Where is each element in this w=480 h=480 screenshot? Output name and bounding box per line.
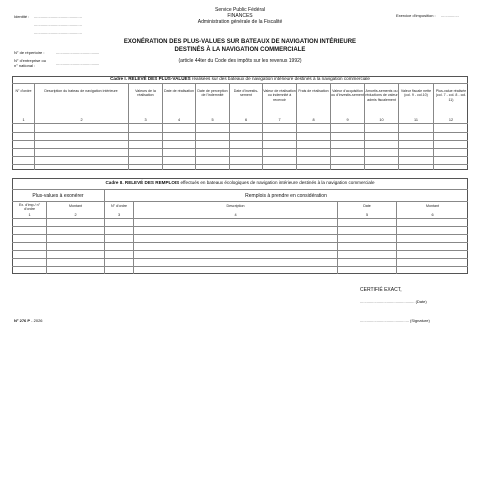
cadre-1-col-number: 10 (379, 118, 384, 122)
cadre-1-col-number: 7 (278, 118, 281, 122)
cadre-2-col-number: 2 (74, 213, 77, 217)
signature-line[interactable]: ............................................ (Signature) (360, 318, 430, 323)
cadre-2-group-line (104, 189, 105, 274)
cadre-1-col-header-6: Date d'investis-sement (233, 89, 259, 98)
cadre-2-col-line (46, 201, 47, 274)
org-line-1: Service Public Fédéral (214, 7, 266, 13)
cadre-2-col-line (337, 201, 338, 274)
cadre-1-col-header-3: Valeurs de la réalisation (135, 89, 156, 98)
cadre-1-col-header-2: Description du bateau de navigation intérieure (44, 89, 118, 93)
form-number-year: - 2026 (30, 318, 43, 323)
cadre-1-header-divider (12, 123, 468, 124)
cadre-2-row-line (12, 242, 468, 243)
cadre-1-col-number: 9 (346, 118, 349, 122)
cadre-1-col-header-11: Valeur fiscale nette (col. 9 - col.10) (400, 89, 432, 98)
cadre-1-col-header-4: Date de réalisation (164, 89, 194, 93)
cadre-2-col-header-1: Ex. d'imp./ n° d'ordre (18, 203, 41, 212)
cadre-2-title (12, 180, 468, 186)
cadre-2-col-header-6: Montant (426, 204, 439, 208)
cadre-2-col-number: 4 (234, 213, 237, 217)
cadre-2-row-line (12, 258, 468, 259)
identity-line-1[interactable]: ........................................... (34, 14, 82, 19)
form-subtitle: (article 44ter du Code des impôts sur les revenus 1992) (178, 58, 302, 64)
cadre-2-row-line (12, 234, 468, 235)
cadre-2-col-line (133, 201, 134, 274)
cadre-1-col-header-5: Date de perception de l'indemnité (197, 89, 228, 98)
enterprise-field[interactable]: ....................................... (56, 61, 100, 66)
cadre-1-col-header-10: Amortis-sements ou réductions de valeur admis fiscalement (365, 89, 398, 102)
cadre-1-row-line (12, 164, 468, 165)
cadre-2-col-number: 3 (117, 213, 121, 217)
cadre-1-title-divider (12, 83, 468, 84)
enterprise-label-1: N° d'entreprise ou (14, 58, 46, 63)
cadre-2-row-line (12, 266, 468, 267)
cadre-1-col-number: 5 (211, 118, 214, 122)
cadre-1-col-header-9: Valeur d'acquisition ou d'investis-sement (331, 89, 364, 98)
cadre-1-col-number: 3 (144, 118, 147, 122)
cadre-2-group-divider (12, 201, 468, 202)
cadre-2-col-header-4: Description (226, 204, 245, 208)
cadre-2-col-number: 1 (28, 213, 31, 217)
cadre-2-row-line (12, 226, 468, 227)
repertoire-label: N° de répertoire : (14, 50, 45, 55)
identity-label: Identité : (14, 14, 30, 19)
cadre-1-title-rest: réalisées sur des bateaux de navigation intérieure destinés à la navigation commerciale (190, 76, 370, 81)
cadre-2-row-line (12, 250, 468, 251)
certified-exact-label: CERTIFIÉ EXACT, (360, 287, 402, 293)
cadre-2-col-header-3: N° d'ordre (110, 204, 128, 208)
cadre-1-row-line (12, 156, 468, 157)
cadre-1-col-header-8: Frais de réalisation (298, 89, 329, 93)
cadre-1-col-number: 6 (244, 118, 248, 122)
cadre-2-right-group-label: Remplois à prendre en considération (245, 193, 327, 199)
cadre-1-col-number: 2 (80, 118, 83, 122)
cadre-1-title-bold: Cadre I. RELEVÉ DES PLUS-VALUES (110, 76, 191, 81)
cadre-2-title-rest: effectués en bateaux écologiques de navigation intérieure destinés à la navigation commerciale (179, 180, 375, 185)
cadre-1-col-number: 8 (312, 118, 315, 122)
form-number (14, 318, 43, 323)
identity-line-2[interactable]: ........................................... (34, 22, 82, 27)
cadre-1-col-header-12: Plus-value réalisée (col. 7 - col. 8 - col. 11) (435, 89, 467, 102)
tax-year-field[interactable]: ................ (441, 13, 459, 18)
form-number-code: N° 276 P (14, 318, 31, 323)
cadre-1-col-number: 12 (448, 118, 454, 122)
cadre-2-col-number: 5 (365, 213, 369, 217)
cadre-1-row-line (12, 140, 468, 141)
identity-line-3[interactable]: ........................................... (34, 30, 82, 35)
cadre-1-col-header-7: Valeur de réalisation ou indemnité à recevoir (263, 89, 296, 102)
cadre-2-col-header-5: Date (363, 204, 371, 208)
cadre-2-title-bold: Cadre II. RELEVÉ DES REMPLOIS (105, 180, 180, 185)
cadre-2-col-line (396, 201, 397, 274)
org-line-3: Administration générale de la Fiscalité (197, 19, 283, 25)
cadre-1-row-line (12, 132, 468, 133)
cadre-1-col-header-1: N° d'ordre (15, 89, 32, 93)
date-signature-line[interactable]: ................................................. (Date) (360, 299, 427, 304)
cadre-1-col-number: 1 (22, 118, 25, 122)
cadre-2-left-group-label: Plus-values à exonérer (32, 193, 84, 199)
cadre-1-title (12, 76, 468, 82)
form-title-line-2: DESTINÉS À LA NAVIGATION COMMERCIALE (174, 47, 306, 53)
cadre-1-col-number: 4 (177, 118, 181, 122)
cadre-2-title-divider (12, 189, 468, 190)
cadre-1-row-line (12, 148, 468, 149)
cadre-2-col-number: 6 (431, 213, 434, 217)
org-line-2: FINANCES (227, 13, 253, 19)
cadre-2-col-header-2: Montant (69, 204, 82, 208)
repertoire-field[interactable]: ....................................... (56, 50, 100, 55)
enterprise-label-2: n° national : (14, 63, 36, 68)
form-title-line-1: EXONÉRATION DES PLUS-VALUES SUR BATEAUX DE NAVIGATION INTÉRIEURE (123, 39, 357, 45)
cadre-1-col-number: 11 (414, 118, 418, 122)
tax-year-label: Exercice d'imposition : (396, 13, 436, 18)
cadre-2-header-divider (12, 218, 468, 219)
